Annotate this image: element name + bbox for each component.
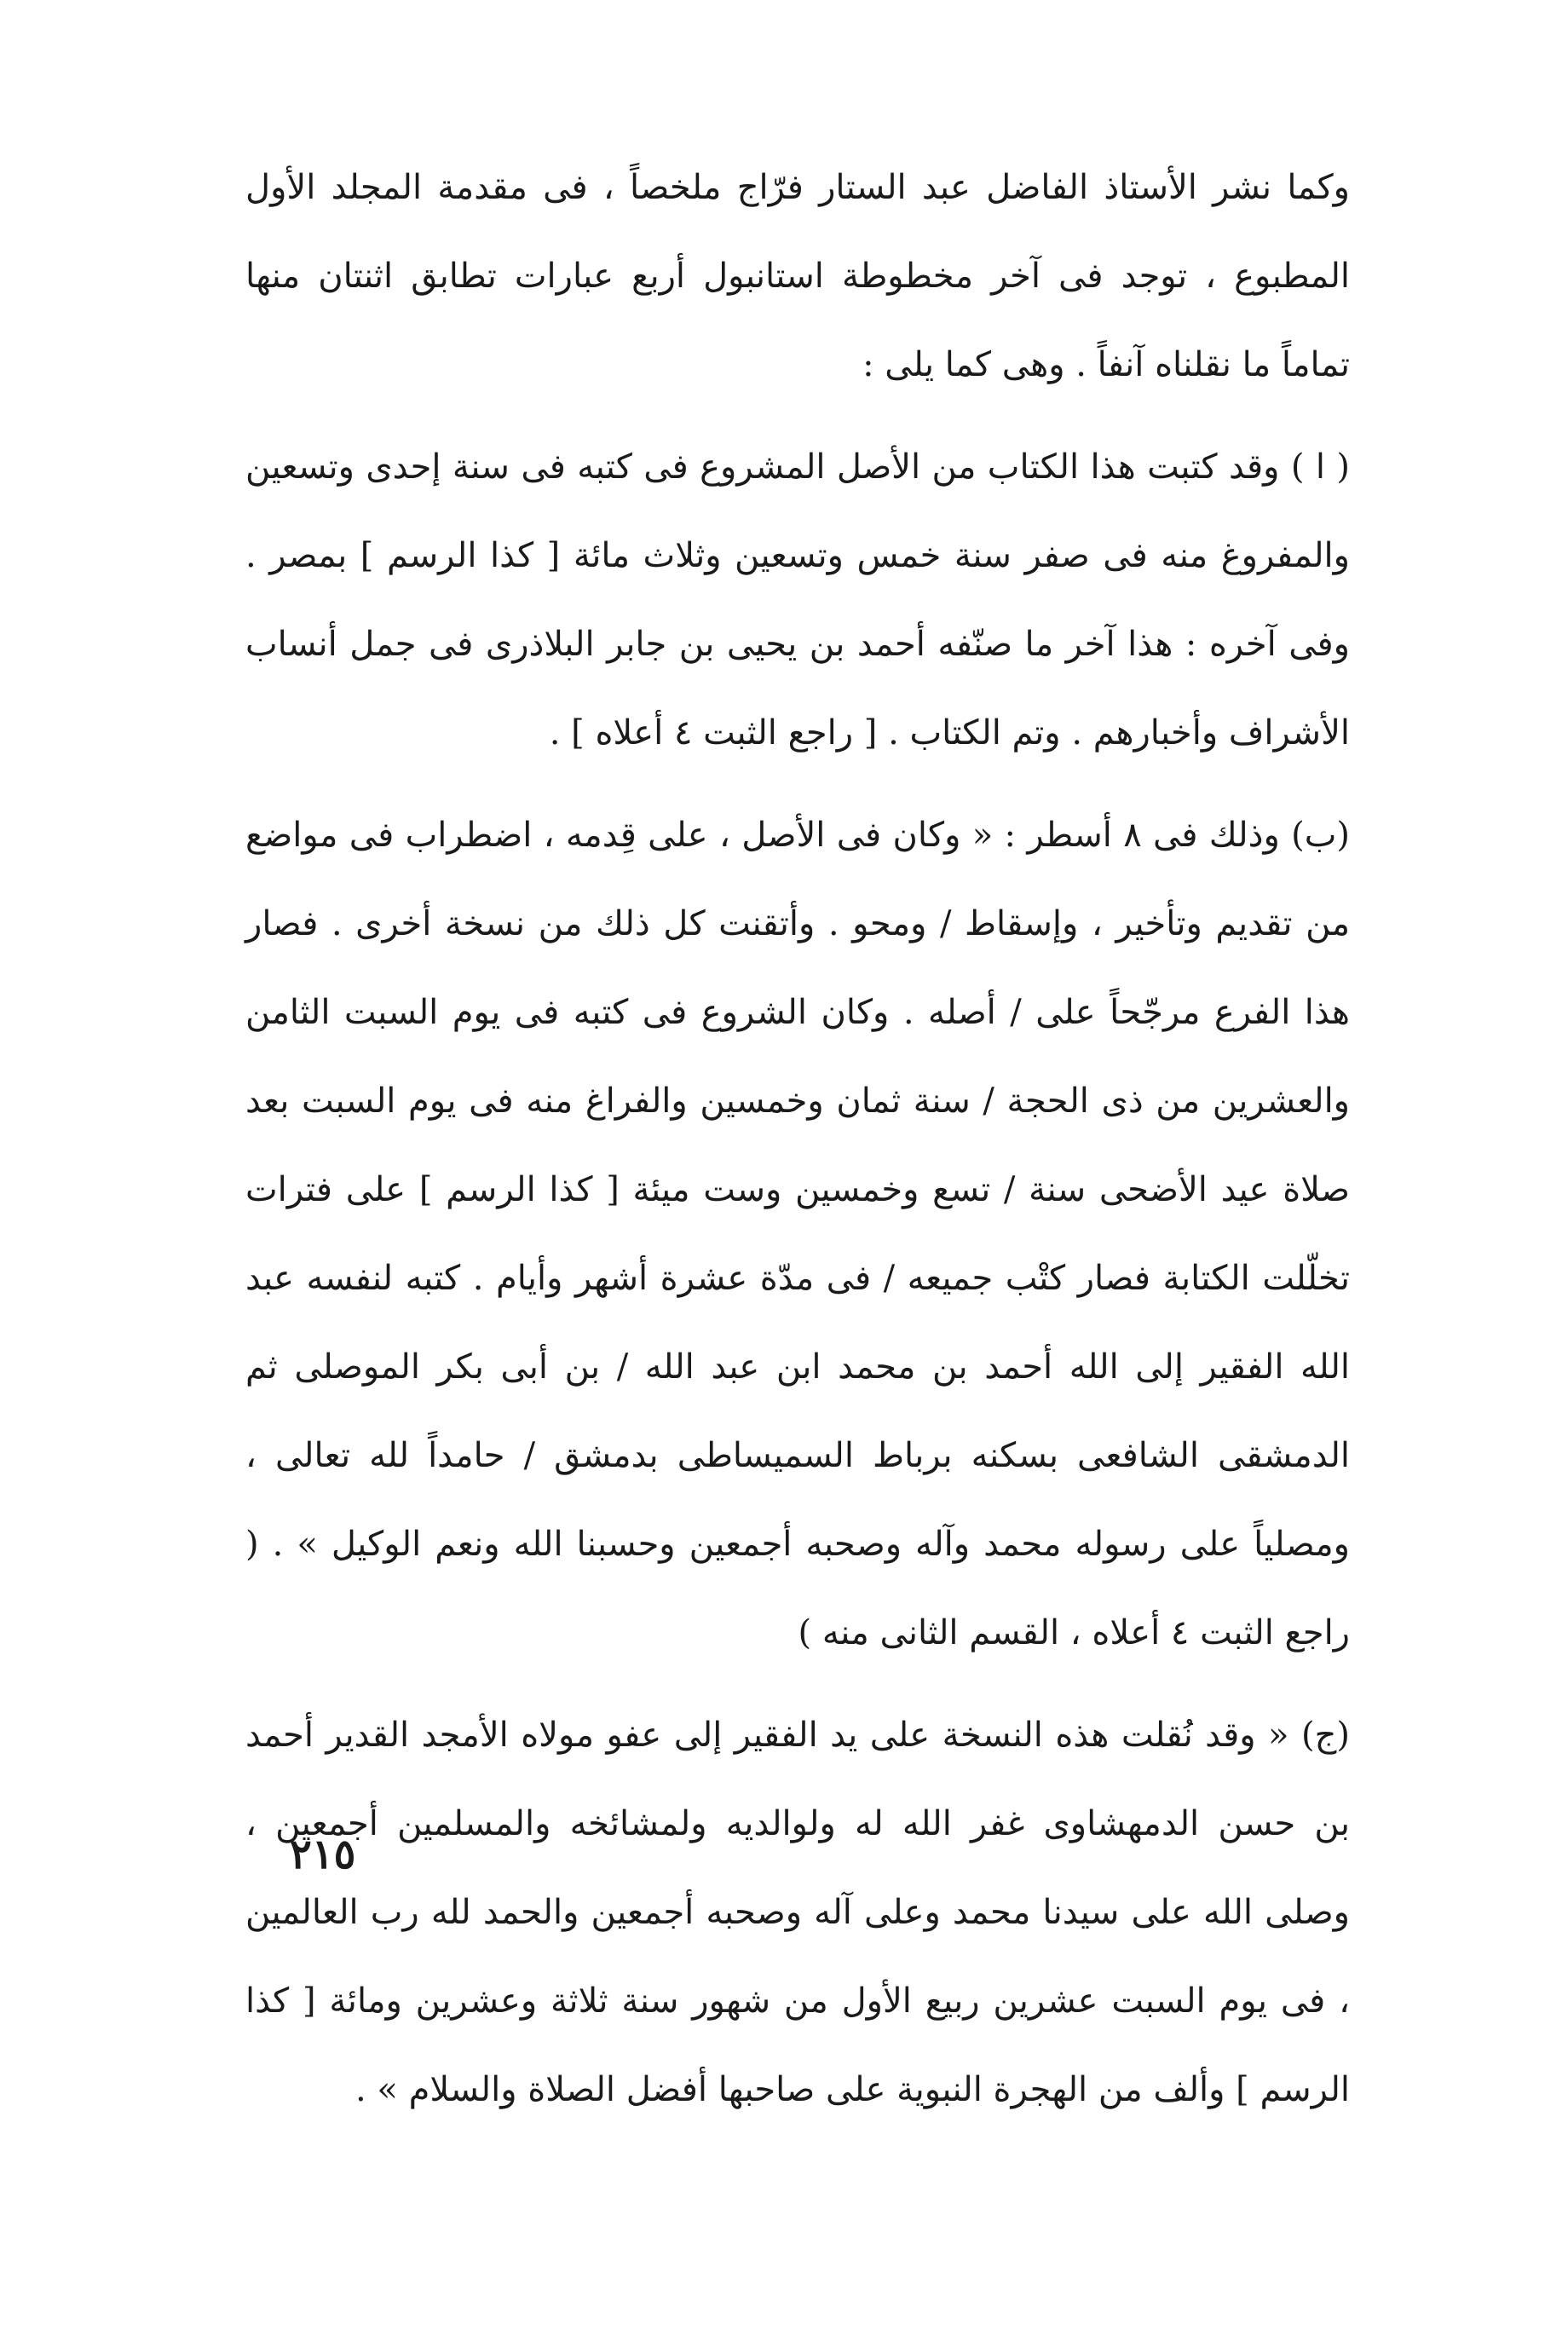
paragraph-jim: (ج) « وقد نُقلت هذه النسخة على يد الفقير إلى عفو مولاه الأمجد القدير أحمد بن حسن الدمهشاوى غفر الله له ولوالديه ولمشائخه والمسلمين أجمعين ، وصلى الله على سيدنا محمد وعلى آله وصحبه أجمعين والحمد لله رب العالمين ، فى يوم السبت عشرين ربيع الأول من شهور سنة ثلاثة وعشرين ومائة [ كذا الرسم ] وألف من الهجرة النبوية على صاحبها أفضل الصلاة والسلام » . <box>245 1716 1350 2109</box>
page-number: ٢١٥ <box>290 1831 356 1878</box>
paragraph-alif: ( ا ) وقد كتبت هذا الكتاب من الأصل المشروع فى كتبه فى سنة إحدى وتسعين والمفروغ منه فى صفر سنة خمس وتسعين وثلاث مائة [ كذا الرسم ] بمصر . وفى آخره : هذا آخر ما صنّفه أحمد بن يحيى بن جابر البلاذرى فى جمل أنساب الأشراف وأخبارهم . وتم الكتاب . [ راجع الثبت ٤ أعلاه ] . <box>245 447 1351 753</box>
page-body <box>245 143 1350 2134</box>
paragraph-ba: (ب) وذلك فى ٨ أسطر : « وكان فى الأصل ، على قِدمه ، اضطراب فى مواضع من تقديم وتأخير ، وإسقاط / ومحو . وأتقنت كل ذلك من نسخة أخرى . فصار هذا الفرع مرجّحاً على / أصله . وكان الشروع فى كتبه فى يوم السبت الثامن والعشرين من ذى الحجة / سنة ثمان وخمسين والفراغ منه فى يوم السبت بعد صلاة عيد الأضحى سنة / تسع وخمسين وست ميئة [ كذا الرسم ] على فترات تخلّلت الكتابة فصار كتْب جميعه / فى مدّة عشرة أشهر وأيام . كتبه لنفسه عبد الله الفقير إلى الله أحمد بن محمد ابن عبد الله / بن أبى بكر الموصلى ثم الدمشقى الشافعى بسكنه برباط السميساطى بدمشق / حامداً لله تعالى ، ومصلياً على رسوله محمد وآله وصحبه أجمعين وحسبنا الله ونعم الوكيل » . ( راجع الثبت ٤ أعلاه ، القسم الثانى منه ) <box>245 816 1351 1652</box>
intro-paragraph: وكما نشر الأستاذ الفاضل عبد الستار فرّاج ملخصاً ، فى مقدمة المجلد الأول المطبوع ، توجد فى آخر مخطوطة استانبول أربع عبارات تطابق اثنتان منها تماماً ما نقلناه آنفاً . وهى كما يلى : <box>245 168 1350 384</box>
